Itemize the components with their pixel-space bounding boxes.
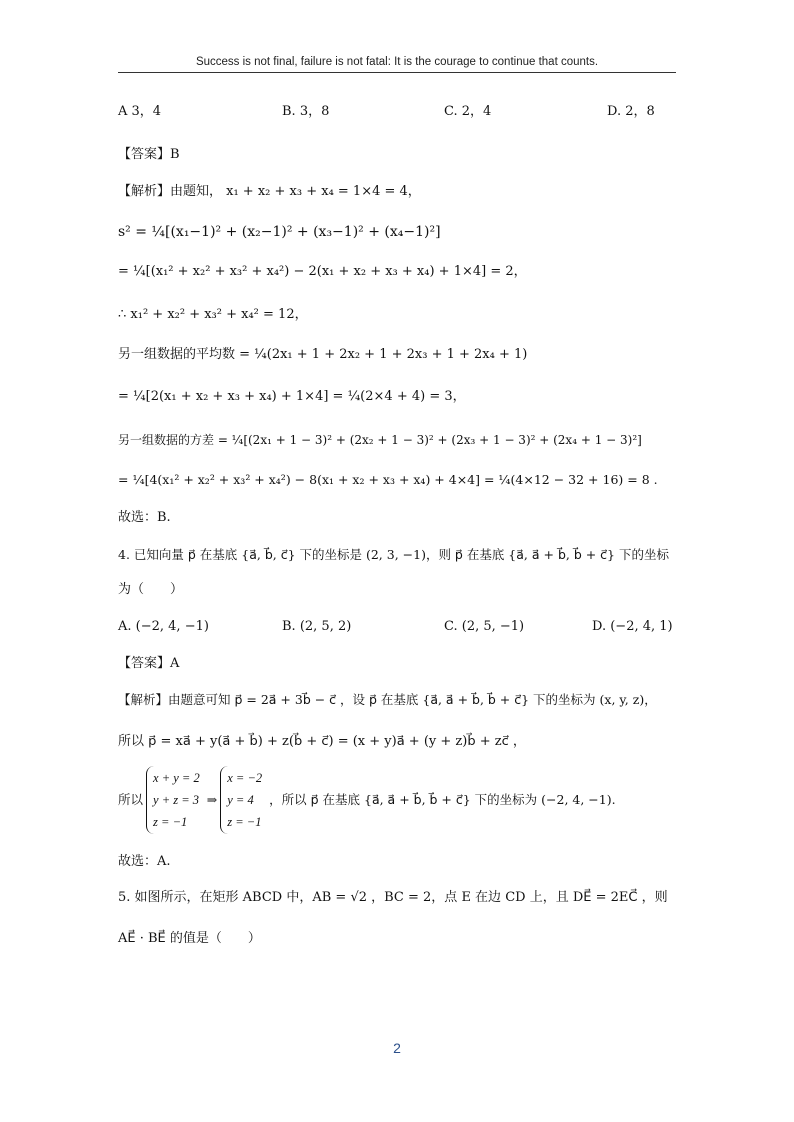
q3-option-b: B. 3，8 bbox=[282, 104, 330, 119]
sys-eq: z = −1 bbox=[153, 815, 188, 829]
q3-conclusion: 故选：B. bbox=[118, 510, 171, 525]
implies-arrow: ⇒ bbox=[206, 792, 218, 807]
q4-option-c: C. (2, 5, −1) bbox=[444, 619, 525, 634]
q3-option-a: A 3，4 bbox=[118, 104, 162, 119]
q3-analysis-line: = ¼[2(x₁ + x₂ + x₃ + x₄) + 1×4] = ¼(2×4 + 4) = 3， bbox=[118, 389, 466, 404]
q3-analysis-line: 另一组数据的平均数 = ¼(2x₁ + 1 + 2x₂ + 1 + 2x₃ + 1 + 2x₄ + 1) bbox=[118, 347, 528, 362]
q4-conclusion: 故选：A. bbox=[118, 854, 171, 869]
q3-option-c: C. 2，4 bbox=[444, 104, 492, 119]
q5-stem: 5. 如图所示，在矩形 ABCD 中，AB = √2 ，BC = 2，点 E 在边 CD 上，且 DE⃗ = 2EC⃗ ，则 bbox=[118, 890, 668, 905]
q4-stem: 4. 已知向量 p⃗ 在基底 {a⃗, b⃗, c⃗} 下的坐标是 (2, 3, −1)，则 p⃗ 在基底 {a⃗, a⃗ + b⃗, b⃗ + c⃗} 下的坐标 bbox=[118, 547, 669, 562]
sys-eq: x = −2 bbox=[227, 771, 263, 785]
q3-analysis-line: = ¼[4(x₁² + x₂² + x₃² + x₄²) − 8(x₁ + x₂ + x₃ + x₄) + 4×4] = ¼(4×12 − 32 + 16) = 8 . bbox=[118, 472, 658, 487]
q4-option-a: A. (−2, 4, −1) bbox=[118, 619, 209, 634]
q4-sys-prefix: 所以 bbox=[118, 792, 144, 807]
q3-answer: 【答案】B bbox=[118, 147, 180, 162]
q3-analysis-line: ∴ x₁² + x₂² + x₃² + x₄² = 12， bbox=[118, 307, 308, 322]
q5-stem-cont: AE⃗ · BE⃗ 的值是（ ） bbox=[118, 931, 261, 946]
q4-analysis-line: 所以 p⃗ = xa⃗ + y(a⃗ + b⃗) + z(b⃗ + c⃗) = (x + y)a⃗ + (y + z)b⃗ + zc⃗ ， bbox=[118, 734, 526, 749]
page-number: 2 bbox=[393, 1040, 401, 1056]
sys-eq: y = 4 bbox=[227, 793, 254, 807]
q4-system-left bbox=[146, 766, 204, 834]
page-header-quote: Success is not final, failure is not fatal: It is the courage to continue that counts. bbox=[195, 56, 599, 68]
q3-option-d: D. 2，8 bbox=[607, 104, 655, 119]
q3-analysis-line: s² = ¼[(x₁−1)² + (x₂−1)² + (x₃−1)² + (x₄−1)²] bbox=[118, 224, 441, 240]
q4-equation-system bbox=[118, 766, 616, 834]
q4-answer: 【答案】A bbox=[118, 656, 180, 671]
q3-analysis-line: 【解析】由题知， x₁ + x₂ + x₃ + x₄ = 1×4 = 4， bbox=[118, 184, 421, 199]
sys-eq: z = −1 bbox=[227, 815, 262, 829]
sys-eq: x + y = 2 bbox=[153, 771, 200, 785]
q4-option-d: D. (−2, 4, 1) bbox=[592, 619, 673, 634]
header-rule bbox=[118, 72, 676, 73]
q3-analysis-line: = ¼[(x₁² + x₂² + x₃² + x₄²) − 2(x₁ + x₂ + x₃ + x₄) + 1×4] = 2， bbox=[118, 264, 527, 279]
q4-analysis-line: 【解析】由题意可知 p⃗ = 2a⃗ + 3b⃗ − c⃗ ，设 p⃗ 在基底 {a⃗, a⃗ + b⃗, b⃗ + c⃗} 下的坐标为 (x, y, z)， bbox=[118, 692, 657, 707]
q4-option-b: B. (2, 5, 2) bbox=[282, 619, 352, 634]
q4-stem-cont: 为（ ） bbox=[118, 582, 184, 597]
q4-system-right bbox=[220, 766, 266, 834]
q4-sys-suffix: ，所以 p⃗ 在基底 {a⃗, a⃗ + b⃗, b⃗ + c⃗} 下的坐标为 (−2, 4, −1). bbox=[269, 792, 616, 807]
sys-eq: y + z = 3 bbox=[153, 793, 200, 807]
q3-analysis-line: 另一组数据的方差 = ¼[(2x₁ + 1 − 3)² + (2x₂ + 1 − 3)² + (2x₃ + 1 − 3)² + (2x₄ + 1 − 3)²] bbox=[118, 433, 642, 447]
